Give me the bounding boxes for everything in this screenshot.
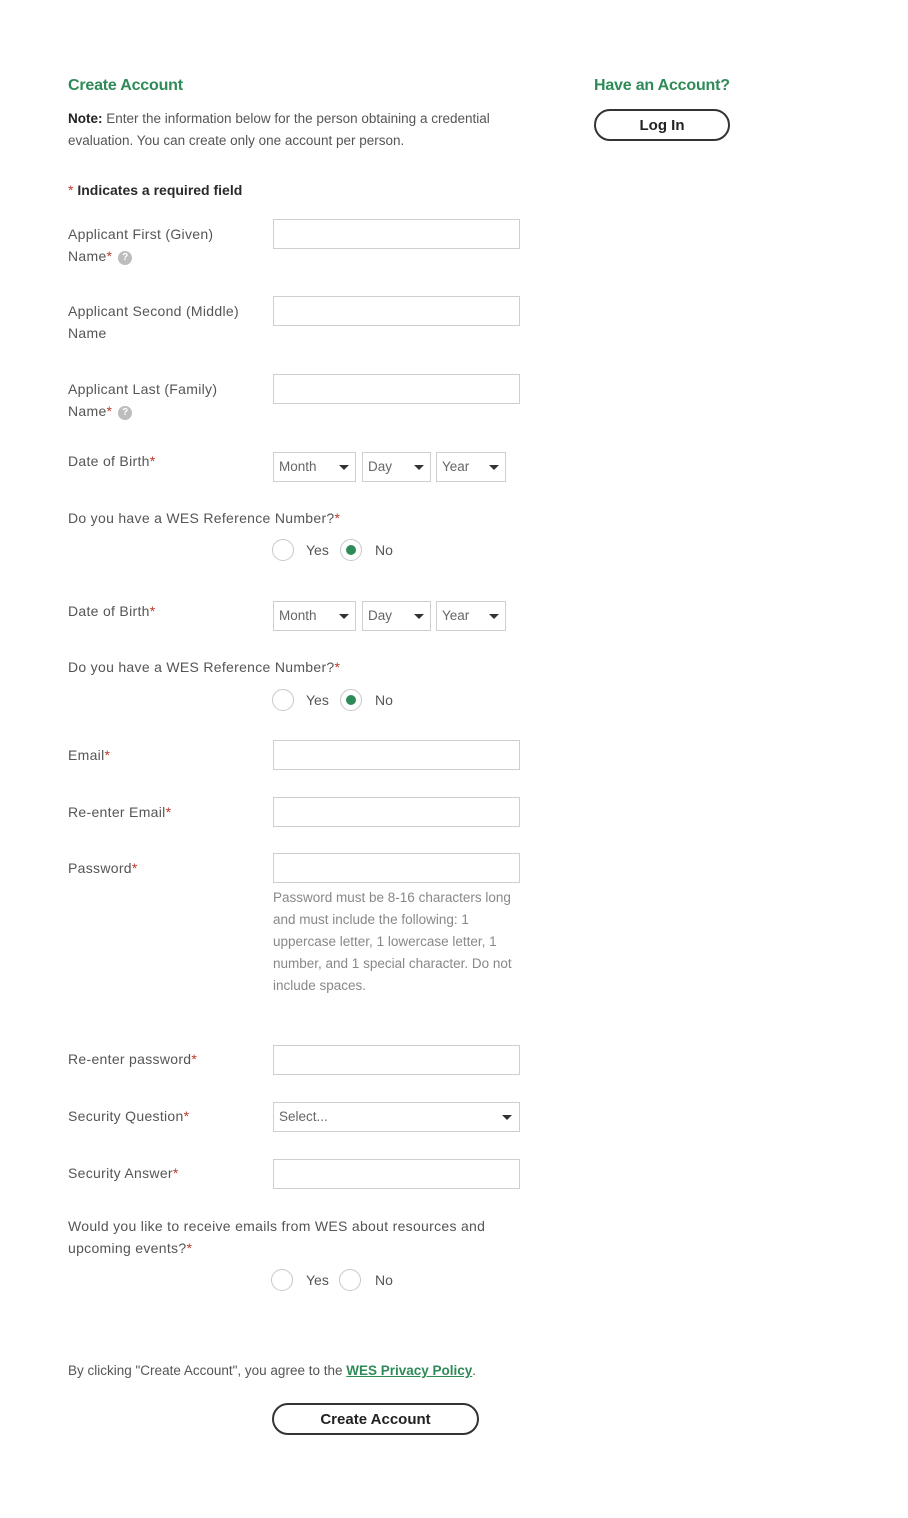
help-icon[interactable]: ? <box>118 406 132 420</box>
have-account-title: Have an Account? <box>594 77 730 94</box>
middle-name-label: Applicant Second (Middle) Name <box>68 303 239 341</box>
privacy-agreement-text: By clicking "Create Account", you agree to the WES Privacy Policy. <box>68 1363 477 1378</box>
create-account-button[interactable]: Create Account <box>272 1403 479 1435</box>
note-text <box>68 108 548 152</box>
dob-month-select[interactable]: Month <box>273 601 356 631</box>
radio-label-yes: Yes <box>306 542 329 558</box>
note-body: Enter the information below for the person obtaining a credential evaluation. You can create only one account per person. <box>68 111 490 148</box>
required-field-legend: * Indicates a required field <box>68 182 243 198</box>
security-question-label: Security Question* <box>68 1108 190 1124</box>
radio-label-no: No <box>375 692 393 708</box>
last-name-label: Applicant Last (Family) Name* ? <box>68 381 218 419</box>
chevron-down-icon <box>414 614 424 619</box>
security-answer-label: Security Answer* <box>68 1165 179 1181</box>
dob-month-select[interactable]: Month <box>273 452 356 482</box>
dob-day-select[interactable]: Day <box>362 601 431 631</box>
password-label: Password* <box>68 860 138 876</box>
radio-label-no: No <box>375 542 393 558</box>
password-confirm-field[interactable] <box>273 1045 520 1075</box>
dob-year-select[interactable]: Year <box>436 601 506 631</box>
wes-reference-no-radio[interactable] <box>340 539 362 561</box>
help-icon[interactable]: ? <box>118 251 132 265</box>
newsletter-label: Would you like to receive emails from WES about resources and upcoming events?* <box>68 1218 486 1256</box>
wes-reference-no-radio[interactable] <box>340 689 362 711</box>
radio-label-no: No <box>375 1272 393 1288</box>
chevron-down-icon <box>339 465 349 470</box>
security-question-select[interactable]: Select... <box>273 1102 520 1132</box>
note-label: Note: <box>68 111 103 126</box>
email-field[interactable] <box>273 740 520 770</box>
newsletter-yes-radio[interactable] <box>271 1269 293 1291</box>
wes-reference-label: Do you have a WES Reference Number?* <box>68 510 341 526</box>
password-field[interactable] <box>273 853 520 883</box>
email-confirm-field[interactable] <box>273 797 520 827</box>
wes-reference-yes-radio[interactable] <box>272 689 294 711</box>
chevron-down-icon <box>414 465 424 470</box>
dob-day-select[interactable]: Day <box>362 452 431 482</box>
chevron-down-icon <box>339 614 349 619</box>
email-confirm-label: Re-enter Email* <box>68 804 172 820</box>
wes-reference-label: Do you have a WES Reference Number?* <box>68 659 341 675</box>
middle-name-input[interactable] <box>273 296 520 326</box>
email-label: Email* <box>68 747 111 763</box>
first-name-input[interactable] <box>273 219 520 249</box>
password-hint: Password must be 8-16 characters long and must include the following: 1 uppercase letter, 1 lowercase letter, 1 number, and 1 special character. Do not include spaces. <box>273 890 512 993</box>
last-name-input[interactable] <box>273 374 520 404</box>
radio-label-yes: Yes <box>306 692 329 708</box>
wes-reference-yes-radio[interactable] <box>272 539 294 561</box>
newsletter-no-radio[interactable] <box>339 1269 361 1291</box>
dob-label: Date of Birth* <box>68 603 156 619</box>
security-answer-field[interactable] <box>273 1159 520 1189</box>
password-confirm-label: Re-enter password* <box>68 1051 198 1067</box>
dob-year-select[interactable]: Year <box>436 452 506 482</box>
dob-label: Date of Birth* <box>68 453 156 469</box>
first-name-label: Applicant First (Given) Name* ? <box>68 226 214 264</box>
chevron-down-icon <box>489 614 499 619</box>
privacy-policy-link[interactable]: WES Privacy Policy <box>346 1363 473 1378</box>
login-button[interactable]: Log In <box>594 109 730 141</box>
chevron-down-icon <box>502 1115 512 1120</box>
chevron-down-icon <box>489 465 499 470</box>
radio-label-yes: Yes <box>306 1272 329 1288</box>
page-title: Create Account <box>68 77 183 94</box>
